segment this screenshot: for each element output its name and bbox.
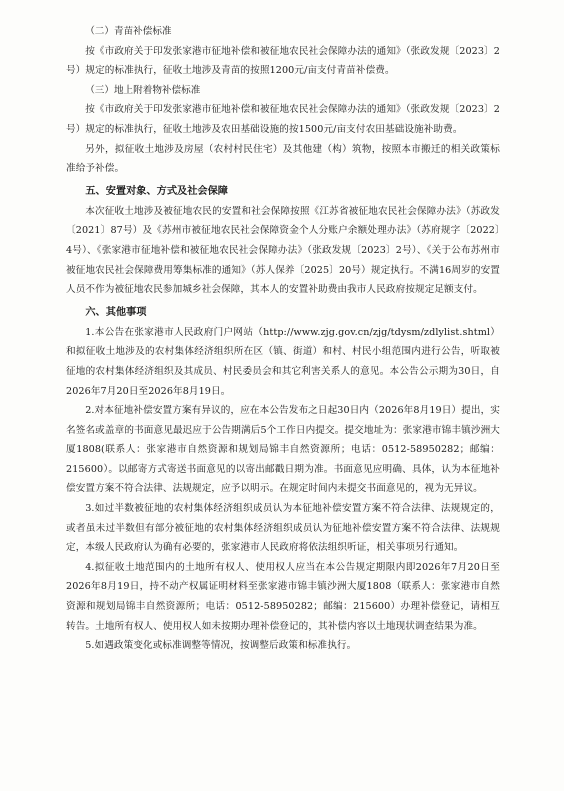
section-title-resettlement: 五、安置对象、方式及社会保障 — [85, 185, 228, 197]
list-item-other-5: 5.如遇政策变化或标准调整等情况，按调整后政策和标准执行。 — [85, 640, 357, 652]
paragraph-resettlement: 本次征收土地涉及被征地农民的安置和社会保障按照《江苏省被征地农民社会保障办法》（苏政发〔2021〕87号）及《苏州市被征地农民社会保障资金个人分账户余额处理办法》（苏府规字〔2022〕4号）、《张家港市征地补偿和被征地农民社会保障办法》（张政发规〔2023〕2号）、《关于公布苏州市被征地农民社会保障费用筹集标准的通知》（苏人保养〔2025〕20号）规定执行。不满16周岁的安置人员不作为被征地农民参加城乡社会保障，其本人的安置补助费由我市人民政府按规定足额支付。 — [66, 205, 500, 296]
paragraph-crop-compensation: 按《市政府关于印发张家港市征地补偿和被征地农民社会保障办法的通知》（张政发规〔2023〕2号）规定的标准执行，征收土地涉及青苗的按照1200元/亩支付青苗补偿费。 — [66, 45, 500, 77]
list-item-other-4: 4.拟征收土地范围内的土地所有权人、使用权人应当在本公告规定期限内即2026年7月20日至2026年8月19日，持不动产权属证明材料至张家港市锦丰镇沙洲大厦1808（联系人：张家港市自然资源和规划局锦丰自然资源所；电话：0512-58950282；邮编：215600）办理补偿登记，请相互转告。土地所有权人、使用权人如未按期办理补偿登记的，其补偿内容以土地现状调查结果为准。 — [66, 561, 500, 632]
section-title-other-matters: 六、其他事项 — [85, 306, 147, 318]
list-item-other-3: 3.如过半数被征地的农村集体经济组织成员认为本征地补偿安置方案不符合法律、法规规定的，或者虽未过半数但有部分被征地的农村集体经济组织成员认为征地补偿安置方案不符合法律、法规规定，本级人民政府认为确有必要的，张家港市人民政府将依法组织听证，相关事项另行通知。 — [66, 503, 500, 554]
paragraph-housing-compensation: 另外，拟征收土地涉及房屋（农村村民住宅）及其他建（构）筑物，按照本市搬迁的相关政策标准给予补偿。 — [66, 143, 500, 175]
list-item-other-2: 2.对本征地补偿安置方案有异议的，应在本公告发布之日起30日内（2026年8月19日）提出，实名签名或盖章的书面意见最迟应于公告期满后5个工作日内提交。提交地址为：张家港市锦丰镇沙洲大厦1808(联系人：张家港市自然资源和规划局锦丰自然资源所；电话：0512-58950282；邮编：215600）。以邮寄方式寄送书面意见的以寄出邮戳日期为准。书面意见应明确、具体，认为本征地补偿安置方案不符合法律、法规规定，应予以明示。在规定时间内未提交书面意见的，视为无异议。 — [66, 405, 500, 495]
list-item-other-1: 1.本公告在张家港市人民政府门户网站（http://www.zjg.gov.cn/zjg/tdysm/zdlylist.shtml）和拟征收土地涉及的农村集体经济组织所在区（镇、街道）和村、村民小组范围内进行公告，听取被征地的农村集体经济组织及其成员、村民委员会和其它利害关系人的意见。本公告公示期为30日，自2026年7月20日至2026年8月19日。 — [66, 326, 500, 397]
subsection-title-crop-compensation: （二）青苗补偿标准 — [85, 26, 172, 37]
paragraph-attachment-compensation: 按《市政府关于印发张家港市征地补偿和被征地农民社会保障办法的通知》（张政发规〔2023〕2号）规定的标准执行，征收土地涉及农田基础设施的按1500元/亩支付农田基础设施补助费。 — [66, 104, 500, 135]
subsection-title-attachment-compensation: （三）地上附着物补偿标准 — [85, 84, 201, 96]
